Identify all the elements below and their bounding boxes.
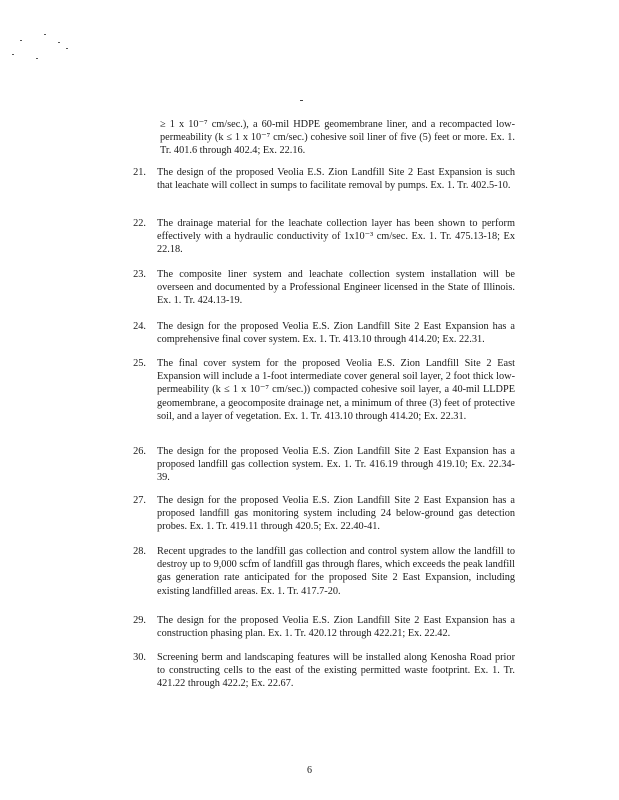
item-number: 27. (133, 495, 146, 506)
item-number: 22. (133, 218, 146, 229)
item-text: The design of the proposed Veolia E.S. Zion Landfill Site 2 East Expansion is such that leachate will collect in sumps to facilitate removal by pumps. Ex. 1. Tr. 402.5-10. (157, 167, 515, 192)
scan-speck (20, 40, 22, 41)
item-text: The design for the proposed Veolia E.S. Zion Landfill Site 2 East Expansion has a comprehensive final cover system. Ex. 1. Tr. 413.10 through 414.20; Ex. 22.31. (157, 321, 515, 346)
item-number: 23. (133, 269, 146, 280)
continuation-paragraph: ≥ 1 x 10⁻⁷ cm/sec.), a 60-mil HDPE geomembrane liner, and a recompacted low-permeability (k ≤ 1 x 10⁻⁷ cm/sec.) cohesive soil liner of five (5) feet or more. Ex. 1. Tr. 401.6 through 402.4; Ex. 22.16. (160, 119, 515, 157)
item-text: Screening berm and landscaping features will be installed along Kenosha Road prior to constructing cells to the east of the existing permitted waste footprint. Ex. 1. Tr. 421.22 through 422.2; Ex. 22.67. (157, 652, 515, 690)
item-number: 26. (133, 446, 146, 457)
scan-speck (58, 42, 60, 43)
item-number: 29. (133, 615, 146, 626)
scan-speck (44, 34, 46, 35)
item-text: The composite liner system and leachate collection system installation will be overseen and documented by a Professional Engineer licensed in the State of Illinois. Ex. 1. Tr. 424.13-19. (157, 269, 515, 307)
item-number: 30. (133, 652, 146, 663)
item-text: Recent upgrades to the landfill gas collection and control system allow the landfill to destroy up to 9,000 scfm of landfill gas through flares, which exceeds the peak landfill gas generation rate anticipated for the proposed Site 2 East Expansion, including existing landfilled areas. Ex. 1. Tr. 417.7-20. (157, 546, 515, 597)
scan-speck (36, 58, 38, 59)
item-number: 25. (133, 358, 146, 369)
item-text: The final cover system for the proposed Veolia E.S. Zion Landfill Site 2 East Expansion will include a 1-foot intermediate cover general soil layer, 2 foot thick low-permeability (k ≤ 1 x 10⁻⁷ cm/sec.)) compacted cohesive soil layer, a 40-mil LLDPE geomembrane, a geocomposite drainage net, a minimum of three (3) feet of protective soil, and a layer of vegetation. Ex. 1. Tr. 413.10 through 414.20; Ex. 22.31. (157, 358, 515, 422)
page-number: 6 (307, 765, 312, 776)
item-number: 24. (133, 321, 146, 332)
item-text: The design for the proposed Veolia E.S. Zion Landfill Site 2 East Expansion has a proposed landfill gas collection system. Ex. 1. Tr. 416.19 through 419.10; Ex. 22.34-39. (157, 446, 515, 484)
item-text: The drainage material for the leachate collection layer has been shown to perform effectively with a hydraulic conductivity of 1x10⁻³ cm/sec. Ex. 1. Tr. 475.13-18; Ex 22.18. (157, 218, 515, 256)
item-number: 21. (133, 167, 146, 178)
scan-speck (12, 54, 14, 55)
scan-speck (300, 100, 303, 101)
item-number: 28. (133, 546, 146, 557)
item-text: The design for the proposed Veolia E.S. Zion Landfill Site 2 East Expansion has a construction phasing plan. Ex. 1. Tr. 420.12 through 422.21; Ex. 22.42. (157, 615, 515, 640)
scan-speck (66, 48, 68, 49)
item-text: The design for the proposed Veolia E.S. Zion Landfill Site 2 East Expansion has a proposed landfill gas monitoring system including 24 below-ground gas detection probes. Ex. 1. Tr. 419.11 through 420.5; Ex. 22.40-41. (157, 495, 515, 533)
